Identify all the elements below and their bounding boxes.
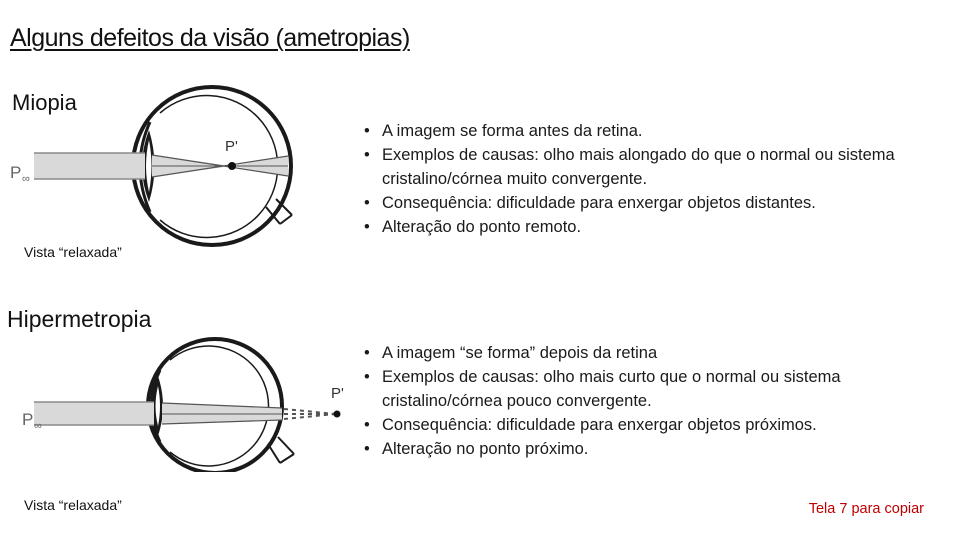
p-prime-label: P' [331, 385, 344, 402]
incoming-light-beam [34, 153, 145, 179]
list-item: • Exemplos de causas: olho mais alongado do que o normal ou sistema cristalino/córnea muito convergente. [362, 143, 922, 191]
list-item: • Consequência: dificuldade para enxergar objetos distantes. [362, 191, 922, 215]
focal-point [228, 162, 236, 170]
p-infinity-subscript: ∞ [34, 420, 42, 432]
p-infinity-subscript: ∞ [22, 173, 30, 185]
list-item: • Alteração do ponto remoto. [362, 215, 922, 239]
hipermetropia-label: Hipermetropia [7, 306, 152, 332]
list-item: • A imagem se forma antes da retina. [362, 119, 922, 143]
virtual-focus-rays [284, 409, 336, 419]
hyperopia-eye-diagram [0, 332, 360, 472]
myopia-eye-diagram [0, 82, 300, 247]
list-item: • A imagem “se forma” depois da retina [362, 341, 922, 365]
miopia-bullet-list [362, 119, 922, 239]
footer-note: Tela 7 para copiar [808, 501, 924, 517]
hipermetropia-bullet-list [362, 341, 922, 461]
slide-title: Alguns defeitos da visão (ametropias) [10, 24, 410, 52]
incoming-light-beam [34, 402, 154, 425]
p-infinity-label: P [10, 163, 22, 182]
miopia-caption: Vista “relaxada” [24, 244, 122, 260]
p-infinity-label: P [22, 410, 34, 429]
list-item: • Exemplos de causas: olho mais curto que o normal ou sistema cristalino/córnea pouco convergente. [362, 365, 922, 413]
miopia-label: Miopia [12, 90, 77, 115]
hipermetropia-caption: Vista “relaxada” [24, 497, 122, 513]
list-item: • Consequência: dificuldade para enxergar objetos próximos. [362, 413, 922, 437]
focal-point [334, 411, 341, 418]
list-item: • Alteração no ponto próximo. [362, 437, 922, 461]
p-prime-label: P' [225, 138, 238, 155]
